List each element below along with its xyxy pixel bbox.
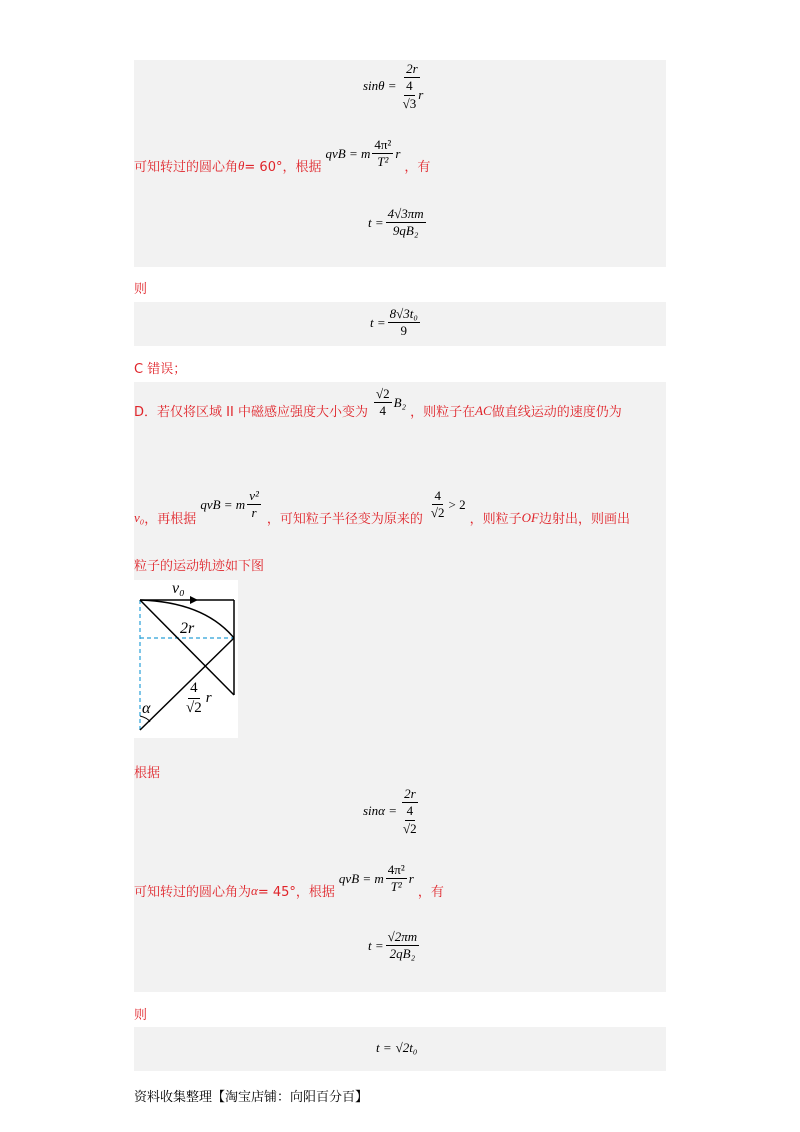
- radius-symbol: r: [395, 145, 401, 161]
- theta-symbol: θ: [238, 157, 245, 173]
- text-segment: 可知转过的圆心角为: [134, 885, 252, 900]
- radius-symbol: r: [418, 86, 424, 102]
- b2-symbol: B₂: [393, 394, 407, 410]
- text-segment: ，再根据: [144, 512, 197, 527]
- text-c-wrong: C 错误；: [134, 362, 187, 377]
- eq-lhs: t =: [376, 1040, 392, 1055]
- text-segment: = 45°，根据: [257, 885, 335, 900]
- equation-qvb: [200, 489, 263, 521]
- equation-force: [325, 138, 400, 170]
- denominator: T²: [377, 154, 389, 169]
- text-segment: ，则粒子在: [410, 405, 476, 420]
- of-symbol: OF: [521, 509, 539, 525]
- figure-radius-fraction: [182, 680, 212, 716]
- equation-t-3: [368, 930, 421, 962]
- eq-lhs: t =: [368, 214, 384, 230]
- text-segment: D．若仅将区域 II 中磁感应强度大小变为: [134, 405, 368, 420]
- denominator: 9: [400, 323, 408, 339]
- text-gen-ju: 根据: [134, 766, 161, 781]
- equation-t-2: [370, 307, 422, 339]
- numerator: 4π²: [372, 138, 393, 154]
- text-segment: 边射出，则画出: [538, 512, 630, 527]
- v0-symbol: v₀: [134, 509, 145, 525]
- numerator: 2r: [404, 62, 420, 78]
- numerator: 4: [188, 680, 200, 699]
- alpha-label: α: [142, 700, 151, 717]
- eq-lhs: t =: [368, 937, 384, 953]
- line-d-3: 粒子的运动轨迹如下图: [134, 559, 265, 574]
- equation-sin-alpha: [363, 787, 423, 836]
- eq-lhs: t =: [370, 314, 386, 330]
- denominator: 4: [379, 403, 387, 418]
- equation-force-2: [339, 863, 414, 895]
- eq-lhs: sinα =: [363, 803, 398, 819]
- eq-rhs: √2t₀: [395, 1040, 418, 1055]
- inner-denominator: √3: [402, 95, 417, 111]
- v0-label: v₀: [172, 580, 185, 597]
- denominator: [399, 803, 421, 836]
- equation-t-1: [368, 207, 428, 239]
- numerator: 4π²: [386, 863, 407, 879]
- radius-symbol: r: [205, 689, 212, 706]
- text-segment: ，可知粒子半径变为原来的: [266, 512, 423, 527]
- text-segment: ，有: [404, 160, 431, 175]
- denominator: T²: [390, 879, 402, 894]
- greater-than: > 2: [448, 496, 466, 512]
- numerator: √2πm: [386, 930, 420, 946]
- equation-ratio: [427, 489, 466, 521]
- equation-b-ratio: [372, 387, 406, 419]
- inner-numerator: 4: [404, 79, 415, 95]
- denominator: r: [251, 505, 257, 520]
- ac-symbol: AC: [475, 402, 492, 418]
- line-theta-angle: [134, 132, 430, 175]
- text-ze-2: 则: [134, 1008, 148, 1023]
- numerator: 4: [432, 489, 443, 505]
- numerator: 2r: [402, 787, 418, 803]
- radius-symbol: r: [408, 870, 414, 886]
- numerator: 8√3t₀: [388, 307, 420, 323]
- eq-lhs: qvB = m: [325, 145, 371, 161]
- equation-sin-theta: [363, 62, 427, 111]
- text-segment: ，则粒子: [469, 512, 522, 527]
- denominator: 2qB₂: [389, 946, 416, 962]
- text-ze-1: 则: [134, 282, 148, 297]
- numerator: 4√3πm: [386, 207, 426, 223]
- denominator: √2: [430, 505, 445, 520]
- alpha-symbol: α: [251, 882, 258, 898]
- inner-numerator: 4: [405, 804, 416, 820]
- footer-source: 资料收集整理【淘宝店铺：向阳百分百】: [134, 1090, 369, 1105]
- fraction: [399, 62, 426, 111]
- eq-lhs: sinθ =: [363, 78, 397, 94]
- text-segment: 做直线运动的速度仍为: [491, 405, 622, 420]
- text-segment: 可知转过的圆心角: [134, 160, 239, 175]
- equation-t-4: [376, 1040, 417, 1056]
- line-alpha-angle: [134, 857, 444, 900]
- text-segment: ，有: [417, 885, 444, 900]
- eq-lhs: qvB = m: [200, 496, 246, 512]
- numerator: v²: [247, 489, 261, 505]
- eq-lhs: qvB = m: [338, 870, 384, 886]
- two-r-label: 2r: [180, 620, 195, 637]
- text-segment: = 60°，根据: [244, 160, 322, 175]
- denominator: 9qB₂: [392, 223, 419, 239]
- line-d-1: [134, 385, 622, 420]
- trajectory-figure: [134, 580, 238, 738]
- line-d-2: [134, 482, 630, 527]
- denominator: [399, 78, 426, 111]
- denominator: √2: [186, 699, 202, 716]
- inner-denominator: √2: [403, 820, 417, 836]
- numerator: √2: [374, 387, 392, 403]
